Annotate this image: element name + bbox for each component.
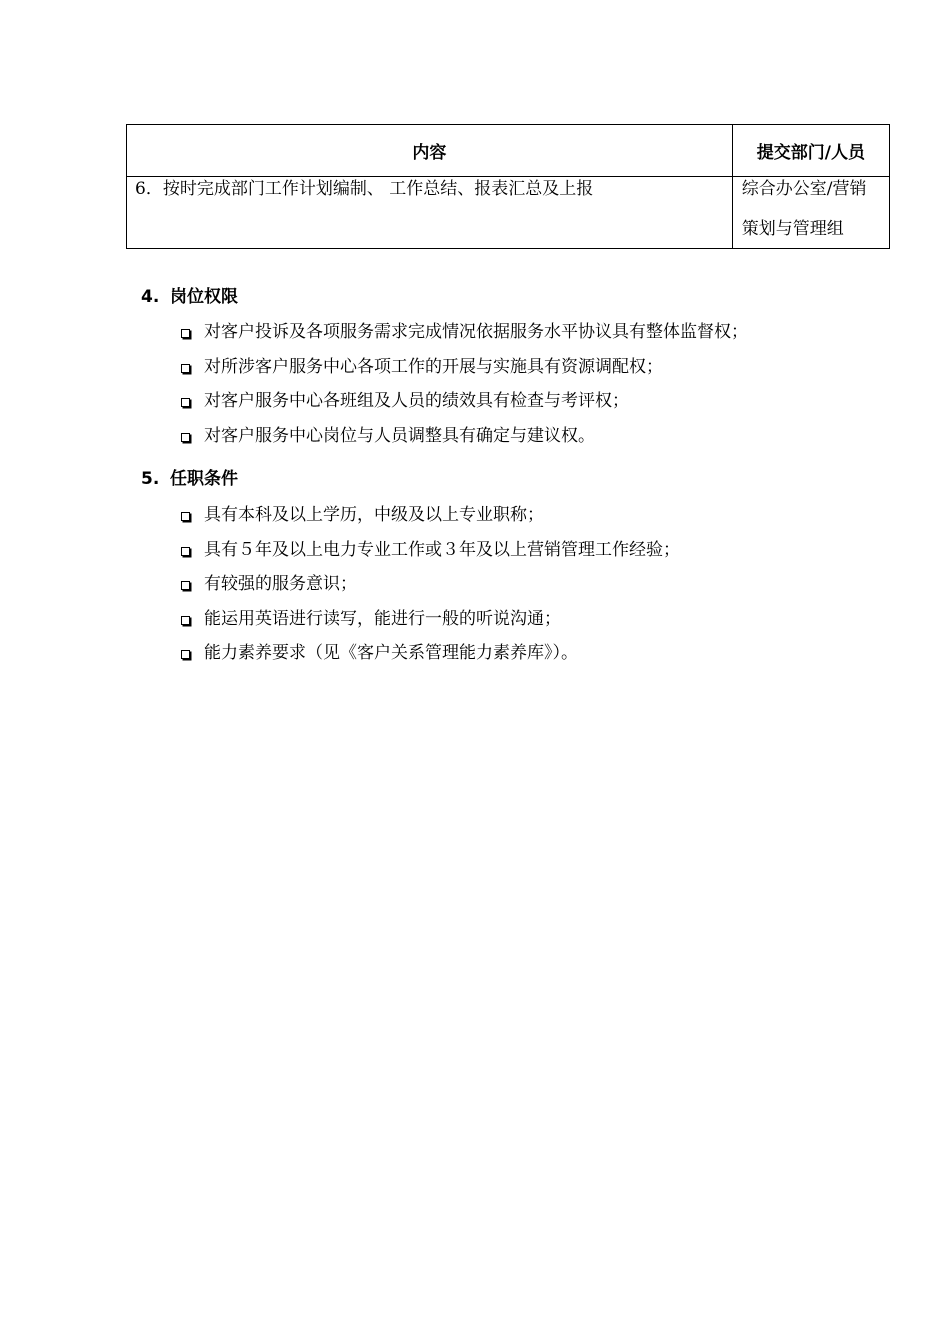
checkbox-bullet-icon (181, 398, 190, 407)
checkbox-bullet-icon (181, 547, 190, 556)
header-content: 内容 (127, 125, 733, 177)
section-title-qualifications (141, 467, 238, 491)
checkbox-bullet-icon (181, 329, 190, 338)
permissions-list (180, 320, 748, 458)
list-item (180, 424, 748, 459)
section-title-text: 任职条件 (170, 469, 238, 489)
list-item-text: 具有５年及以上电力专业工作或３年及以上营销管理工作经验； (204, 539, 680, 560)
checkbox-bullet-icon (181, 433, 190, 442)
list-item-text: 有较强的服务意识； (204, 574, 357, 594)
list-item (180, 389, 748, 424)
list-item-text: 具有本科及以上学历，中级及以上专业职称； (204, 505, 544, 525)
table-header-row (127, 125, 890, 177)
row-dept-line1: 综合办公室/营销 (741, 179, 867, 199)
duty-table (126, 124, 890, 249)
row-dept-line2: 策划与管理组 (741, 219, 844, 239)
list-item-text: 对客户投诉及各项服务需求完成情况依据服务水平协议具有整体监督权； (204, 322, 748, 342)
checkbox-bullet-icon (181, 581, 190, 590)
list-item (180, 641, 680, 676)
checkbox-bullet-icon (181, 512, 190, 521)
list-item-text: 对所涉客户服务中心各项工作的开展与实施具有资源调配权； (204, 356, 663, 377)
list-item-text: 能力素养要求（见《客户关系管理能力素养库》）。 (204, 643, 578, 663)
section-number: 5. (141, 469, 160, 489)
qualifications-list (180, 503, 680, 676)
list-item (180, 607, 680, 642)
list-item-text: 对客户服务中心岗位与人员调整具有确定与建议权。 (204, 425, 595, 446)
checkbox-bullet-icon (181, 364, 190, 373)
row-dept-cell (732, 177, 889, 249)
row-content-cell (127, 177, 733, 249)
section-title-text: 岗位权限 (170, 287, 238, 307)
list-item-text: 对客户服务中心各班组及人员的绩效具有检查与考评权； (204, 391, 629, 411)
row-content-text: 6．按时完成部门工作计划编制、 工作总结、报表汇总及上报 (135, 179, 594, 199)
checkbox-bullet-icon (181, 650, 190, 659)
list-item (180, 572, 680, 607)
list-item (180, 355, 748, 390)
checkbox-bullet-icon (181, 616, 190, 625)
section-number: 4. (141, 287, 160, 307)
list-item-text: 能运用英语进行读写，能进行一般的听说沟通； (204, 608, 561, 629)
list-item (180, 503, 680, 538)
section-title-permissions (141, 285, 238, 309)
list-item (180, 538, 680, 573)
list-item (180, 320, 748, 355)
table-row (127, 177, 890, 249)
header-dept: 提交部门/人员 (732, 125, 889, 177)
